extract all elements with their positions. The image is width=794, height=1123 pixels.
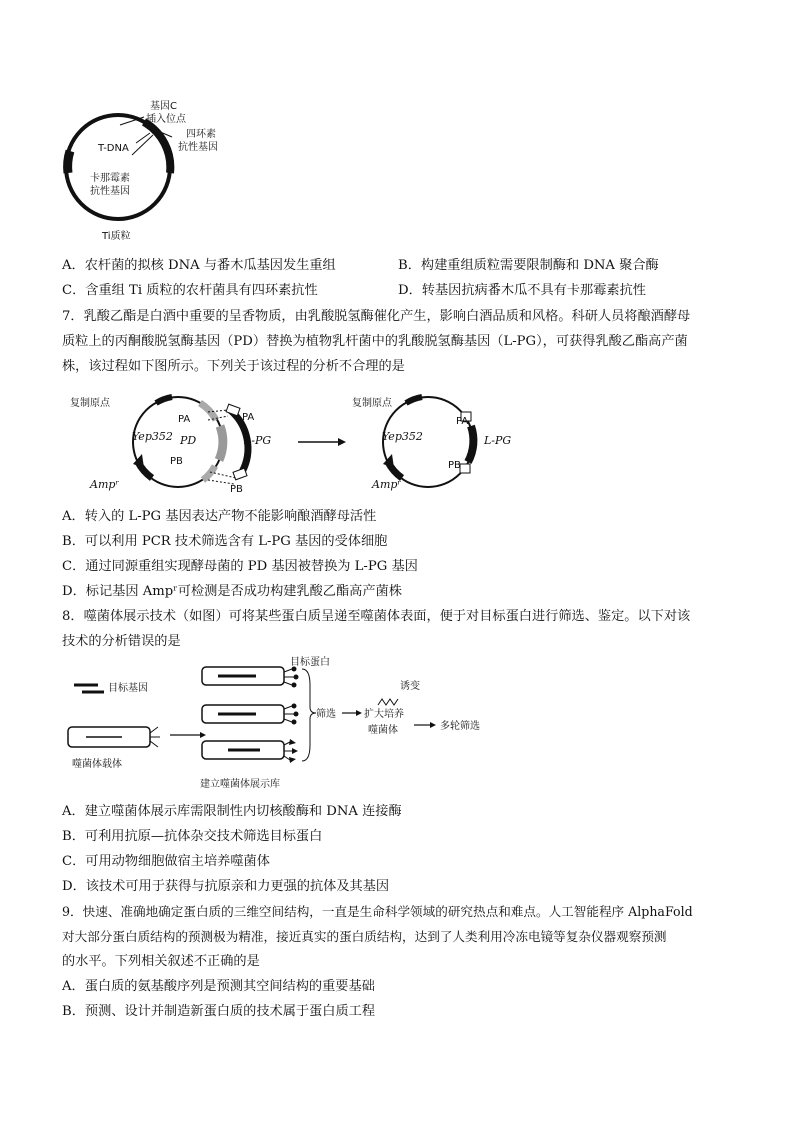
left-ori-label: 复制原点 [70, 398, 110, 409]
tdna-arc [144, 122, 170, 173]
q7-option-c: C．通过同源重组实现酵母菌的 PD 基因被替换为 L-PG 基因 [62, 559, 418, 574]
left-pb-label: PB [170, 456, 183, 467]
target-gene-label: 目标基因 [108, 683, 148, 694]
right-pa-label: PA [456, 416, 469, 427]
ti-plasmid-label: Ti质粒 [102, 231, 131, 242]
yep352-figure [60, 392, 530, 497]
q7-option-b: B．可以利用 PCR 技术筛选含有 L-PG 基因的受体细胞 [62, 534, 388, 549]
q9-stem-line3: 的水平。下列相关叙述不正确的是 [62, 954, 260, 969]
amplify-label: 扩大培养 [364, 709, 404, 720]
fragment-pa-label: PA [242, 412, 255, 423]
q6-option-a: A．农杆菌的拟核 DNA 与番木瓜基因发生重组 [62, 258, 336, 273]
fragment-pb-label: PB [230, 484, 243, 495]
q6-option-b: B．构建重组质粒需要限制酶和 DNA 聚合酶 [398, 258, 659, 273]
phage-display-figure [60, 655, 500, 795]
q6-option-c: C．含重组 Ti 质粒的农杆菌具有四环素抗性 [62, 283, 318, 298]
left-amp-label: Ampʳ [90, 478, 120, 491]
kan-label-2: 抗性基因 [90, 186, 130, 197]
gene-c-label: 基因C [150, 101, 177, 112]
right-amp-label: Ampʳ [372, 478, 402, 491]
library-label: 建立噬菌体展示库 [200, 779, 280, 790]
vector-label: 噬菌体载体 [72, 759, 122, 770]
q9-option-a: A．蛋白质的氨基酸序列是预测其空间结构的重要基础 [62, 979, 375, 994]
right-lpg-label: L-PG [484, 434, 512, 447]
q7-option-d: D．标记基因 Ampʳ可检测是否成功构建乳酸乙酯高产菌株 [62, 584, 402, 599]
kan-arc [68, 151, 70, 173]
q7-option-a: A．转入的 L-PG 基因表达产物不能影响酿酒酵母活性 [62, 509, 377, 524]
pd-label: PD [180, 434, 197, 447]
q6-option-d: D．转基因抗病番木瓜不具有卡那霉素抗性 [398, 283, 646, 298]
tet-label-2: 抗性基因 [178, 142, 218, 153]
q8-option-b: B．可利用抗原—抗体杂交技术筛选目标蛋白 [62, 829, 323, 844]
q9-stem-line2: 对大部分蛋白质结构的预测极为精准，接近真实的蛋白质结构，达到了人类利用冷冻电镜等复杂仪器观察预测 [62, 929, 667, 944]
q7-stem-line2: 质粒上的丙酮酸脱氢酶基因（PD）替换为植物乳杆菌中的乳酸脱氢酶基因（L-PG），可获得乳酸乙酯高产菌 [62, 334, 688, 349]
q8-option-c: C．可用动物细胞做宿主培养噬菌体 [62, 854, 270, 869]
multi-round-label: 多轮筛选 [440, 721, 480, 732]
left-pa-label: PA [178, 414, 191, 425]
q9-stem-line1: 9．快速、准确地确定蛋白质的三维空间结构，一直是生命科学领域的研究热点和难点。人工智能程序 AlphaFold [62, 904, 693, 919]
q9-option-b: B．预测、设计并制造新蛋白质的技术属于蛋白质工程 [62, 1004, 376, 1019]
right-ori-label: 复制原点 [352, 398, 392, 409]
q7-stem-line3: 株，该过程如下图所示。下列关于该过程的分析不合理的是 [62, 359, 405, 374]
q8-option-a: A．建立噬菌体展示库需限制性内切核酸酶和 DNA 连接酶 [62, 804, 402, 819]
q8-stem-line2: 技术的分析错误的是 [62, 634, 181, 649]
q8-stem-line1: 8．噬菌体展示技术（如图）可将某些蛋白质呈递至噬菌体表面，便于对目标蛋白进行筛选、鉴定。以下对该 [62, 609, 691, 624]
kan-label: 卡那霉素 [90, 173, 130, 184]
screen-label: 筛选 [316, 709, 336, 720]
tet-label: 四环素 [186, 129, 216, 140]
phage-label: 噬菌体 [368, 725, 398, 736]
target-protein-label: 目标蛋白 [290, 657, 330, 668]
mutagen-label: 诱变 [400, 681, 420, 692]
gene-c-label-2: 插入位点 [146, 114, 186, 125]
tdna-label: T-DNA [98, 143, 129, 154]
left-yep-label: Yep352 [132, 430, 173, 443]
right-yep-label: Yep352 [382, 430, 423, 443]
right-pb-label: PB [448, 460, 461, 471]
ti-plasmid-figure [60, 95, 240, 245]
q8-option-d: D．该技术可用于获得与抗原亲和力更强的抗体及其基因 [62, 879, 390, 894]
fragment-lpg-label: L-PG [244, 434, 272, 447]
q7-stem-line1: 7．乳酸乙酯是白酒中重要的呈香物质，由乳酸脱氢酶催化产生，影响白酒品质和风格。科研人员将酿酒酵母 [62, 309, 691, 324]
